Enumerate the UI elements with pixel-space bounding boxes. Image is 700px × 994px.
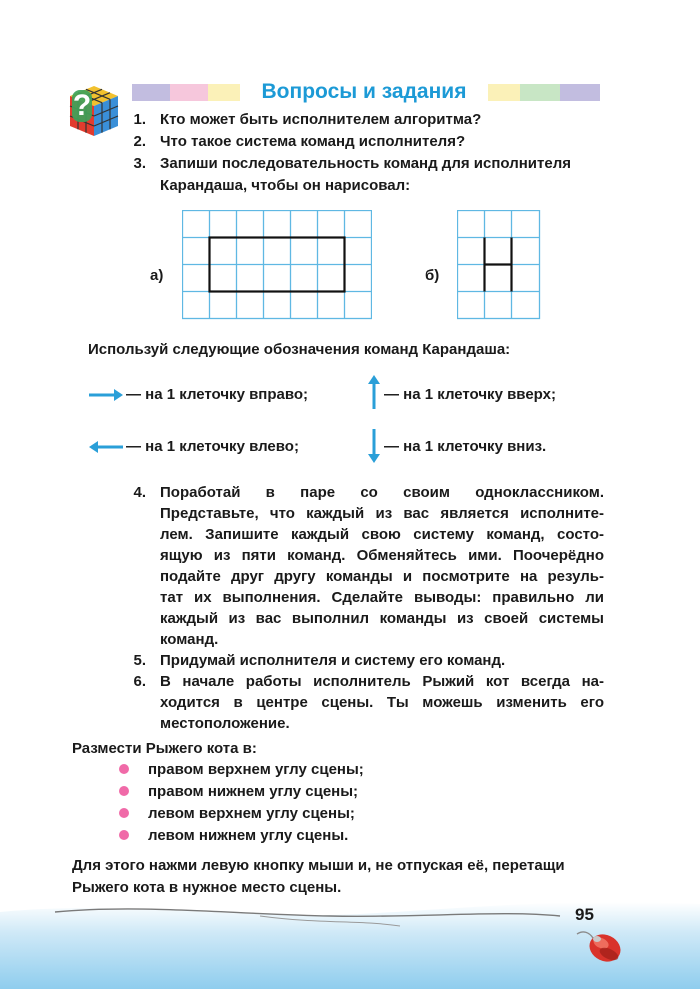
question-4-line: Представьте, что каждый из вас является исполните-	[160, 505, 604, 522]
bold-term: Карандаша	[160, 177, 243, 194]
question-text-tail: , чтобы он нарисовал:	[242, 177, 411, 194]
commands-intro	[88, 339, 510, 360]
command-down-text: — на 1 клеточку вниз.	[384, 438, 547, 455]
bullet-icon	[119, 830, 129, 840]
list-item: левом верхнем углу сцены;	[148, 805, 355, 822]
final-line: Для этого нажми левую кнопку мыши и, не отпуская её, перетащи	[72, 857, 565, 874]
question-text: Придумай исполнителя и систему его команд.	[160, 652, 506, 669]
arrow-left-icon	[88, 440, 124, 459]
arrow-up-icon	[367, 374, 381, 415]
question-number: 5.	[133, 652, 146, 669]
header-bar-segment	[520, 84, 560, 101]
header-bar-segment	[170, 84, 208, 101]
section-title: Вопросы и задания	[240, 78, 488, 106]
bullet-icon	[119, 786, 129, 796]
list-item: правом верхнем углу сцены;	[148, 761, 364, 778]
question-number: 3.	[133, 155, 146, 172]
command-up-text: — на 1 клеточку вверх;	[384, 386, 556, 403]
place-intro-tail: в:	[238, 740, 257, 757]
question-4-line: лем. Запишите каждый свою систему команд, состо-	[160, 526, 604, 543]
question-number: 4.	[133, 484, 146, 501]
place-intro-text: Размести	[72, 740, 146, 757]
commands-intro-text: Используй следующие обозначения команд	[88, 341, 423, 358]
question-text: Запиши последовательность команд для исполнителя	[160, 155, 571, 172]
header-bar-segment	[560, 84, 600, 101]
command-right-text: — на 1 клеточку вправо;	[126, 386, 309, 403]
question-6-line: местоположение.	[160, 715, 290, 732]
bullet-icon	[119, 808, 129, 818]
question-4-line: подайте друг другу команды и посмотрите на резуль-	[160, 568, 604, 585]
question-text-line	[160, 175, 410, 196]
bold-term: Карандаша	[422, 341, 506, 358]
question-6-line: ходится в центре сцены. Ты можешь изменить его	[160, 694, 604, 711]
final-text: в нужное место сцены.	[164, 879, 342, 896]
arrow-down-icon	[367, 428, 381, 469]
commands-intro-tail: :	[505, 341, 511, 358]
grid-a	[182, 210, 372, 325]
svg-text:?: ?	[72, 89, 92, 122]
command-left-text: — на 1 клеточку влево;	[126, 438, 299, 455]
question-6-line	[160, 671, 604, 692]
page-number: 95	[575, 905, 594, 924]
grid-a-label: а)	[150, 267, 164, 284]
list-item: левом нижнем углу сцены.	[148, 827, 349, 844]
question-4-line: тат их выполнения. Сделайте выводы: правильно ли	[160, 589, 604, 606]
arrow-right-icon	[88, 388, 124, 407]
question-text: Что такое система команд исполнителя?	[160, 133, 466, 150]
grid-b-label: б)	[425, 267, 440, 284]
bold-term: Рыжего кота	[72, 879, 165, 896]
question-4-line: Поработай в паре со своим одноклассником.	[160, 484, 604, 501]
question-4-line: ящую из пяти команд. Обменяйтесь ими. Поочерёдно	[160, 547, 604, 564]
place-intro	[72, 738, 257, 759]
grid-b	[457, 210, 541, 325]
bullet-icon	[119, 764, 129, 774]
question-number: 1.	[133, 111, 146, 128]
computer-mouse-icon	[575, 926, 623, 971]
question-4-line: каждый из вас выполнил команды из своей системы	[160, 610, 604, 627]
list-item: правом нижнем углу сцены;	[148, 783, 359, 800]
question-6-text: всегда на-	[509, 673, 604, 690]
rubiks-cube-question-icon	[66, 82, 122, 140]
question-4-line: команд.	[160, 631, 219, 648]
bold-term: Рыжий кот	[422, 673, 510, 690]
header-bar-segment	[132, 84, 170, 101]
question-number: 2.	[133, 133, 146, 150]
question-number: 6.	[133, 673, 146, 690]
bold-term: Рыжего кота	[145, 740, 239, 757]
question-6-text: В начале работы исполнитель	[160, 673, 423, 690]
question-text: Кто может быть исполнителем алгоритма?	[160, 111, 482, 128]
